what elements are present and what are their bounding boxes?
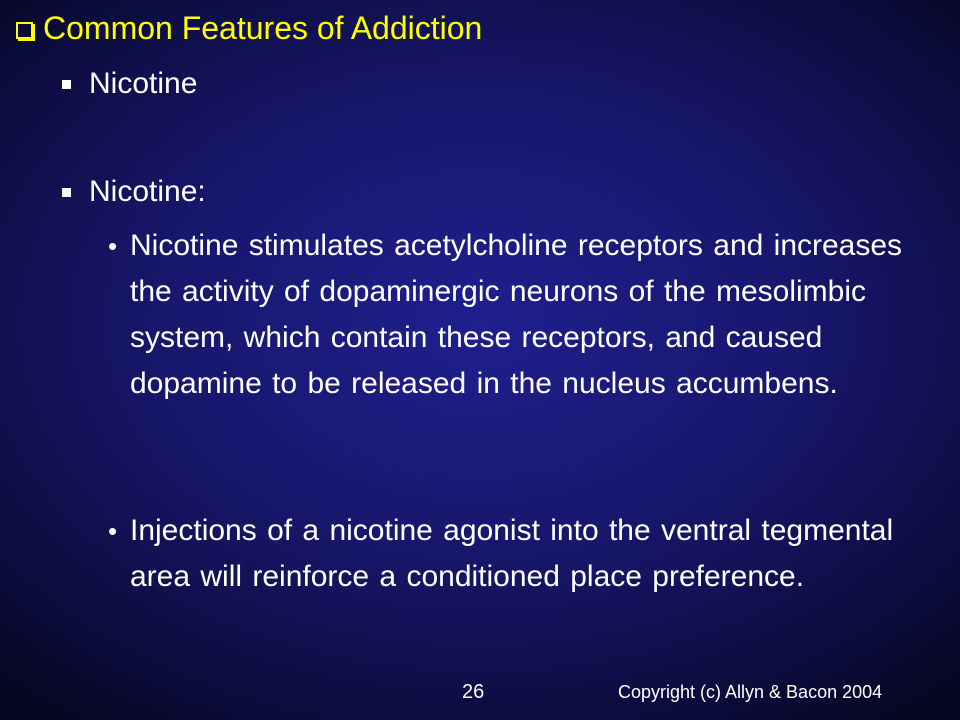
sub-bullet-text: Nicotine stimulates acetylcholine receptors and increases the activity of dopaminergic neurons of the mesolimbic system, which contain these receptors, and caused dopamine to be released in the nucleus accumbens. bbox=[130, 229, 903, 400]
bullet-label: Nicotine bbox=[89, 67, 198, 100]
bullet-label: Nicotine: bbox=[89, 175, 206, 208]
hollow-square-icon bbox=[16, 22, 33, 39]
filled-square-icon bbox=[62, 188, 71, 197]
sub-bullet-acetylcholine bbox=[108, 223, 948, 407]
dot-bullet-icon: • bbox=[108, 231, 118, 261]
bullet-item-nicotine-heading bbox=[62, 172, 206, 212]
bullet-item-nicotine bbox=[62, 64, 197, 104]
sub-bullet-agonist bbox=[108, 508, 948, 600]
copyright-notice: Copyright (c) Allyn & Bacon 2004 bbox=[618, 682, 883, 702]
dot-bullet-icon: • bbox=[108, 516, 118, 546]
sub-bullet-text: Injections of a nicotine agonist into the ventral tegmental area will reinforce a conditioned place preference. bbox=[130, 514, 894, 593]
slide-title-row bbox=[16, 6, 482, 50]
page-number: 26 bbox=[462, 681, 485, 703]
filled-square-icon bbox=[62, 80, 71, 89]
slide-title: Common Features of Addiction bbox=[43, 10, 483, 46]
